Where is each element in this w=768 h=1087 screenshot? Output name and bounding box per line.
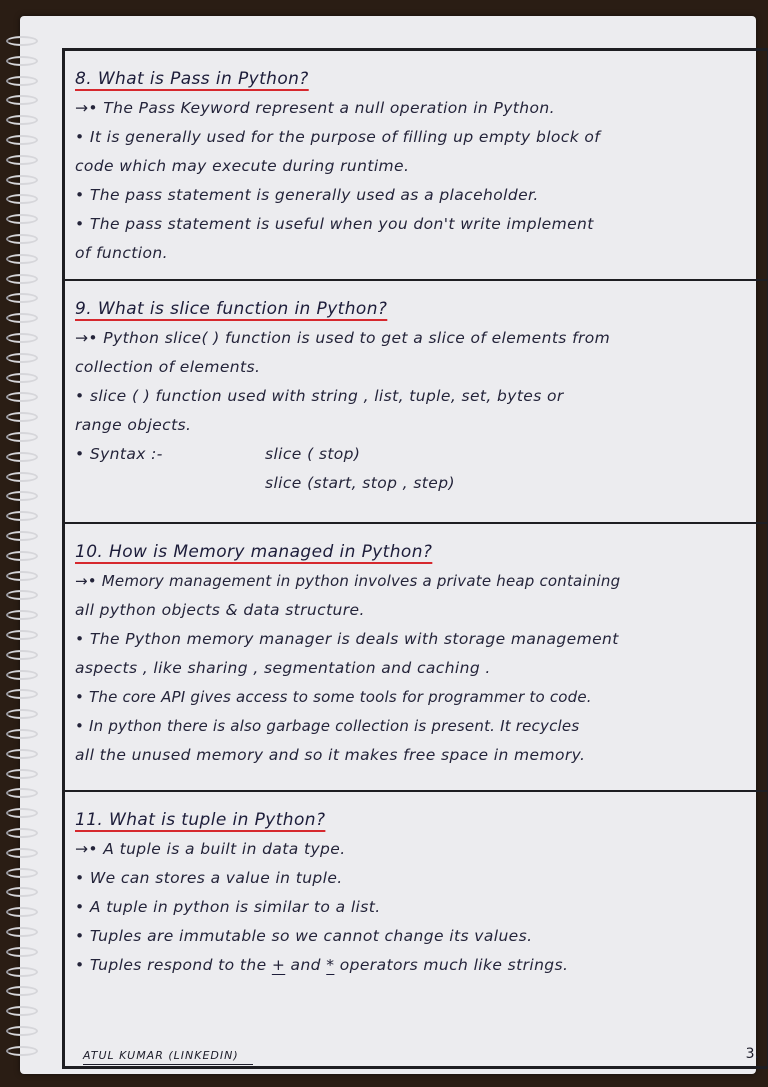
- answer-line: of function.: [75, 244, 168, 262]
- spiral-ring: [6, 967, 38, 977]
- spiral-ring: [6, 36, 38, 46]
- page-frame: [62, 48, 768, 1069]
- answer-line: all the unused memory and so it makes free space in memory.: [75, 746, 586, 764]
- answer-line: [75, 951, 759, 980]
- question-heading: 9. What is slice function in Python?: [75, 299, 388, 319]
- answer-line: range objects.: [75, 416, 192, 434]
- spiral-ring: [6, 650, 38, 660]
- spiral-ring: [6, 511, 38, 521]
- syntax-line: slice (start, stop , step): [265, 474, 455, 492]
- spiral-ring: [6, 432, 38, 442]
- signature-underline: [83, 1064, 253, 1065]
- spiral-ring: [6, 907, 38, 917]
- spiral-ring: [6, 848, 38, 858]
- spiral-ring: [6, 254, 38, 264]
- spiral-ring: [6, 551, 38, 561]
- spiral-ring: [6, 531, 38, 541]
- answer-line: • We can stores a value in tuple.: [75, 869, 343, 887]
- text-fragment: • Tuples respond to the: [75, 956, 272, 974]
- answer-line: • The pass statement is generally used as a placeholder.: [75, 186, 539, 204]
- answer-line: collection of elements.: [75, 358, 261, 376]
- answer-line: • It is generally used for the purpose of filling up empty block of: [75, 128, 601, 146]
- spiral-ring: [6, 709, 38, 719]
- spiral-ring: [6, 1006, 38, 1016]
- spiral-ring: [6, 333, 38, 343]
- spiral-ring: [6, 590, 38, 600]
- spiral-ring: [6, 749, 38, 759]
- answer-line: →• The Pass Keyword represent a null operation in Python.: [75, 99, 555, 117]
- spiral-ring: [6, 868, 38, 878]
- star-operator: *: [326, 956, 335, 974]
- spiral-ring: [6, 155, 38, 165]
- spiral-ring: [6, 293, 38, 303]
- question-section-10: [65, 524, 767, 792]
- question-section-11: [65, 792, 767, 1066]
- spiral-binding: [20, 36, 60, 1076]
- spiral-ring: [6, 729, 38, 739]
- question-heading: 11. What is tuple in Python?: [75, 810, 326, 830]
- spiral-ring: [6, 927, 38, 937]
- spiral-ring: [6, 76, 38, 86]
- text-fragment: operators much like strings.: [334, 956, 569, 974]
- answer-line: • In python there is also garbage collection is present. It recycles: [75, 717, 580, 735]
- answer-line: • The Python memory manager is deals with storage management: [75, 630, 619, 648]
- spiral-ring: [6, 274, 38, 284]
- answer-line: all python objects & data structure.: [75, 601, 365, 619]
- notebook-page: [20, 16, 759, 1074]
- syntax-block: [75, 440, 759, 498]
- spiral-ring: [6, 1026, 38, 1036]
- spiral-ring: [6, 472, 38, 482]
- spiral-ring: [6, 392, 38, 402]
- spiral-ring: [6, 828, 38, 838]
- spiral-ring: [6, 135, 38, 145]
- question-section-9: [65, 281, 767, 524]
- spiral-ring: [6, 491, 38, 501]
- spiral-ring: [6, 1046, 38, 1056]
- spiral-ring: [6, 412, 38, 422]
- spiral-ring: [6, 986, 38, 996]
- answer-line: • slice ( ) function used with string , list, tuple, set, bytes or: [75, 387, 564, 405]
- answer-line: code which may execute during runtime.: [75, 157, 410, 175]
- spiral-ring: [6, 353, 38, 363]
- syntax-label: • Syntax :-: [75, 445, 163, 463]
- spiral-ring: [6, 95, 38, 105]
- spiral-ring: [6, 769, 38, 779]
- spiral-ring: [6, 373, 38, 383]
- plus-operator: +: [271, 956, 286, 974]
- answer-line: • The core API gives access to some tools for programmer to code.: [75, 688, 592, 706]
- spiral-ring: [6, 175, 38, 185]
- answer-line: →• Python slice( ) function is used to get a slice of elements from: [75, 329, 611, 347]
- spiral-ring: [6, 56, 38, 66]
- spiral-ring: [6, 214, 38, 224]
- spiral-ring: [6, 630, 38, 640]
- spiral-ring: [6, 808, 38, 818]
- spiral-ring: [6, 452, 38, 462]
- question-section-8: [65, 51, 767, 281]
- answer-line: • The pass statement is useful when you don't write implement: [75, 215, 594, 233]
- spiral-ring: [6, 234, 38, 244]
- spiral-ring: [6, 115, 38, 125]
- spiral-ring: [6, 610, 38, 620]
- spiral-ring: [6, 670, 38, 680]
- answer-line: • Tuples are immutable so we cannot change its values.: [75, 927, 533, 945]
- question-heading: 8. What is Pass in Python?: [75, 69, 309, 89]
- syntax-line: slice ( stop): [265, 445, 361, 463]
- spiral-ring: [6, 887, 38, 897]
- spiral-ring: [6, 788, 38, 798]
- answer-line: • A tuple in python is similar to a list.: [75, 898, 381, 916]
- question-heading: 10. How is Memory managed in Python?: [75, 542, 433, 562]
- answer-line: →• Memory management in python involves a private heap containing: [75, 572, 621, 590]
- spiral-ring: [6, 313, 38, 323]
- answer-line: →• A tuple is a built in data type.: [75, 840, 346, 858]
- page-number: 3.: [745, 1046, 759, 1062]
- spiral-ring: [6, 947, 38, 957]
- spiral-ring: [6, 571, 38, 581]
- text-fragment: and: [285, 956, 327, 974]
- spiral-ring: [6, 194, 38, 204]
- spiral-ring: [6, 689, 38, 699]
- author-signature: ATUL KUMAR (LINKEDIN): [83, 1049, 239, 1062]
- answer-line: aspects , like sharing , segmentation and caching .: [75, 659, 491, 677]
